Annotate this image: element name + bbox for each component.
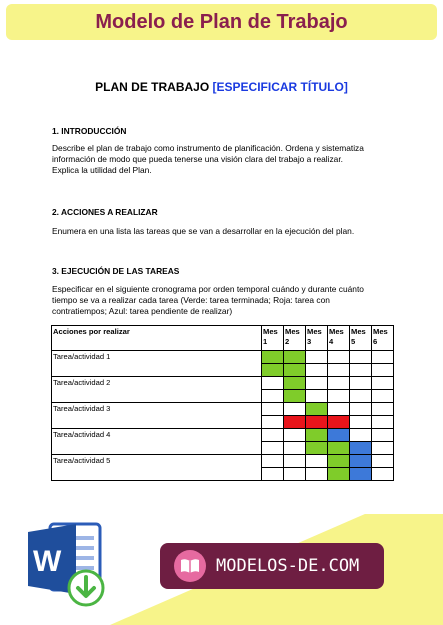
gantt-cell [262, 351, 284, 364]
gantt-cell [328, 364, 350, 377]
gantt-cell [328, 468, 350, 481]
gantt-cell [306, 455, 328, 468]
gantt-task-label: Tarea/actividad 2 [52, 377, 262, 403]
gantt-cell [328, 377, 350, 390]
gantt-cell [328, 390, 350, 403]
gantt-cell [262, 455, 284, 468]
gantt-header-month: Mes 6 [372, 326, 394, 351]
document-title [0, 80, 443, 94]
gantt-cell [306, 403, 328, 416]
gantt-header-month: Mes 1 [262, 326, 284, 351]
download-arrow-icon [69, 571, 103, 605]
gantt-cell [306, 364, 328, 377]
gantt-cell [372, 351, 394, 364]
gantt-cell [284, 455, 306, 468]
gantt-row [52, 351, 394, 364]
gantt-cell [284, 364, 306, 377]
gantt-cell [306, 442, 328, 455]
gantt-cell [284, 442, 306, 455]
gantt-cell [284, 403, 306, 416]
gantt-cell [262, 403, 284, 416]
gantt-cell [372, 390, 394, 403]
gantt-body [52, 351, 394, 481]
gantt-task-label: Tarea/actividad 5 [52, 455, 262, 481]
section-text-ejecucion [52, 284, 397, 317]
banner-title: Modelo de Plan de Trabajo [95, 10, 348, 33]
gantt-task-label: Tarea/actividad 1 [52, 351, 262, 377]
gantt-cell [284, 416, 306, 429]
gantt-cell [328, 403, 350, 416]
gantt-cell [328, 442, 350, 455]
gantt-cell [262, 442, 284, 455]
gantt-cell [328, 429, 350, 442]
gantt-cell [306, 377, 328, 390]
section-heading-ejecucion: 3. EJECUCIÓN DE LAS TAREAS [52, 266, 180, 276]
text-line: contratiempos; Azul: tarea pendiente de realizar) [52, 306, 233, 316]
gantt-cell [284, 351, 306, 364]
document-title-placeholder: [ESPECIFICAR TÍTULO] [212, 80, 348, 94]
gantt-cell [306, 351, 328, 364]
text-line: información de modo que pueda tenerse una visión clara del trabajo a realizar. [52, 154, 343, 164]
brand-badge[interactable] [160, 543, 384, 589]
gantt-cell [306, 416, 328, 429]
gantt-header-month: Mes 5 [350, 326, 372, 351]
book-icon [174, 550, 206, 582]
gantt-cell [284, 377, 306, 390]
gantt-row [52, 377, 394, 390]
document-page [0, 44, 443, 514]
gantt-cell [350, 351, 372, 364]
gantt-cell [262, 468, 284, 481]
gantt-cell [350, 403, 372, 416]
section-heading-acciones: 2. ACCIONES A REALIZAR [52, 207, 158, 217]
gantt-cell [328, 351, 350, 364]
gantt-cell [372, 377, 394, 390]
gantt-header-row [52, 326, 394, 351]
gantt-header-task: Acciones por realizar [52, 326, 262, 351]
gantt-cell [350, 442, 372, 455]
gantt-cell [262, 429, 284, 442]
gantt-cell [284, 468, 306, 481]
text-line: Explica la utilidad del Plan. [52, 165, 152, 175]
gantt-cell [284, 390, 306, 403]
gantt-cell [328, 455, 350, 468]
text-line: Describe el plan de trabajo como instrumento de planificación. Ordena y sistematiza [52, 143, 364, 153]
gantt-cell [372, 468, 394, 481]
gantt-table [51, 325, 394, 481]
svg-text:W: W [33, 545, 62, 578]
gantt-cell [350, 429, 372, 442]
section-heading-introduccion: 1. INTRODUCCIÓN [52, 126, 127, 136]
gantt-cell [262, 377, 284, 390]
document-title-main: PLAN DE TRABAJO [95, 80, 210, 94]
gantt-cell [306, 429, 328, 442]
text-line: Especificar en el siguiente cronograma por orden temporal cuándo y durante cuánto [52, 284, 364, 294]
gantt-task-label: Tarea/actividad 3 [52, 403, 262, 429]
gantt-cell [262, 364, 284, 377]
gantt-cell [262, 416, 284, 429]
gantt-cell [372, 416, 394, 429]
gantt-cell [350, 364, 372, 377]
gantt-cell [372, 429, 394, 442]
gantt-header-month: Mes 3 [306, 326, 328, 351]
gantt-cell [284, 429, 306, 442]
gantt-cell [350, 468, 372, 481]
gantt-cell [306, 390, 328, 403]
text-line: tiempo se va a realizar cada tarea (Verde: tarea terminada; Roja: tarea con [52, 295, 330, 305]
gantt-row [52, 429, 394, 442]
gantt-row [52, 455, 394, 468]
gantt-header-month: Mes 4 [328, 326, 350, 351]
gantt-cell [372, 403, 394, 416]
title-banner [6, 4, 437, 40]
gantt-cell [372, 364, 394, 377]
gantt-task-label: Tarea/actividad 4 [52, 429, 262, 455]
gantt-cell [350, 455, 372, 468]
gantt-cell [372, 455, 394, 468]
section-text-introduccion [52, 143, 397, 176]
gantt-row [52, 403, 394, 416]
gantt-cell [350, 377, 372, 390]
gantt-cell [350, 390, 372, 403]
section-text-acciones [52, 226, 397, 237]
word-document-icon [24, 520, 110, 610]
gantt-cell [306, 468, 328, 481]
gantt-header-month: Mes 2 [284, 326, 306, 351]
gantt-cell [350, 416, 372, 429]
gantt-cell [262, 390, 284, 403]
gantt-cell [372, 442, 394, 455]
text-line: Enumera en una lista las tareas que se van a desarrollar en la ejecución del plan. [52, 226, 355, 236]
gantt-cell [328, 416, 350, 429]
brand-text: MODELOS-DE.COM [216, 556, 360, 576]
